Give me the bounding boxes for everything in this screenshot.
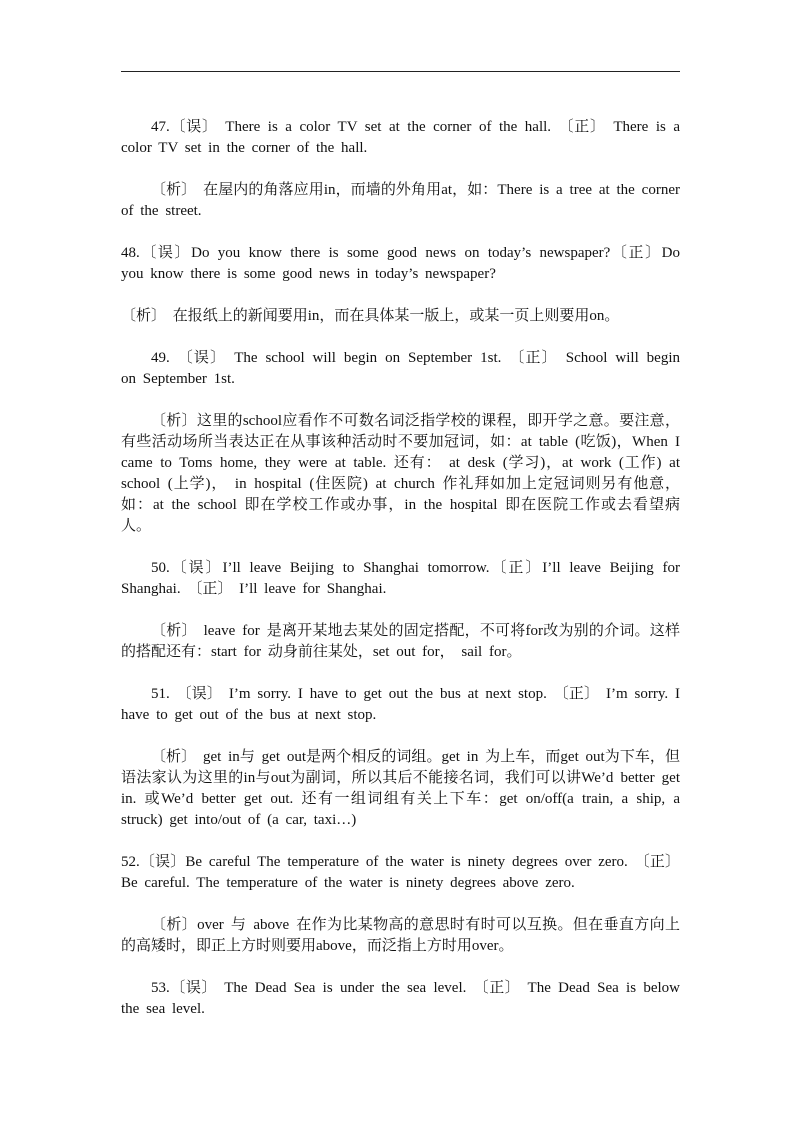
item-50-analysis: 〔析〕 leave for 是离开某地去某处的固定搭配，不可将for改为别的介词。这样的搭配还有：start for 动身前往某处，set out for， sail for。 [121, 623, 680, 660]
page-content [121, 117, 680, 1041]
item-49-statement: 49. 〔误〕 The school will begin on September 1st. 〔正〕 School will begin on September 1st. [121, 350, 680, 387]
header-rule [121, 71, 680, 72]
item-48-statement: 48.〔误〕Do you know there is some good news on today’s newspaper?〔正〕Do you know there is some good news in today’s newspaper? [121, 245, 680, 282]
item-52-analysis: 〔析〕over 与 above 在作为比某物高的意思时有时可以互换。但在垂直方向上的高矮时，即正上方时则要用above，而泛指上方时用over。 [121, 917, 680, 954]
item-47-statement: 47.〔误〕 There is a color TV set at the corner of the hall. 〔正〕 There is a color TV set in the corner of the hall. [121, 119, 680, 156]
item-50-statement: 50.〔误〕I’ll leave Beijing to Shanghai tomorrow.〔正〕I’ll leave Beijing for Shanghai. 〔正〕 I’ll leave for Shanghai. [121, 560, 680, 597]
item-47-analysis: 〔析〕 在屋内的角落应用in，而墙的外角用at，如：There is a tree at the corner of the street. [121, 182, 680, 219]
item-53-statement: 53.〔误〕 The Dead Sea is under the sea level. 〔正〕 The Dead Sea is below the sea level. [121, 980, 680, 1017]
item-49-analysis: 〔析〕这里的school应看作不可数名词泛指学校的课程，即开学之意。要注意，有些活动场所当表达正在从事该种活动时不要加冠词，如：at table (吃饭)，When I came to Toms home, they were at table. 还有： at desk (学习)，at work (工作) at school (上学)， in hospital (住医院) at church 作礼拜如加上定冠词则另有他意，如：at the school 即在学校工作或办事，in the hospital 即在医院工作或去看望病人。 [121, 413, 680, 534]
item-48-analysis: 〔析〕 在报纸上的新闻要用in，而在具体某一版上，或某一页上则要用on。 [121, 308, 620, 324]
item-52-statement: 52.〔误〕Be careful The temperature of the water is ninety degrees over zero. 〔正〕 Be careful. The temperature of the water is ninety degrees above zero. [121, 854, 680, 891]
item-51-statement: 51. 〔误〕 I’m sorry. I have to get out the bus at next stop. 〔正〕 I’m sorry. I have to get out of the bus at next stop. [121, 686, 680, 723]
item-51-analysis: 〔析〕 get in与 get out是两个相反的词组。get in 为上车，而get out为下车，但语法家认为这里的in与out为副词，所以其后不能接名词，我们可以讲We’d better get in. 或We’d better get out. 还有一组词组有关上下车：get on/off(a train, a ship, a struck) get into/out of (a car, taxi…) [121, 749, 680, 828]
